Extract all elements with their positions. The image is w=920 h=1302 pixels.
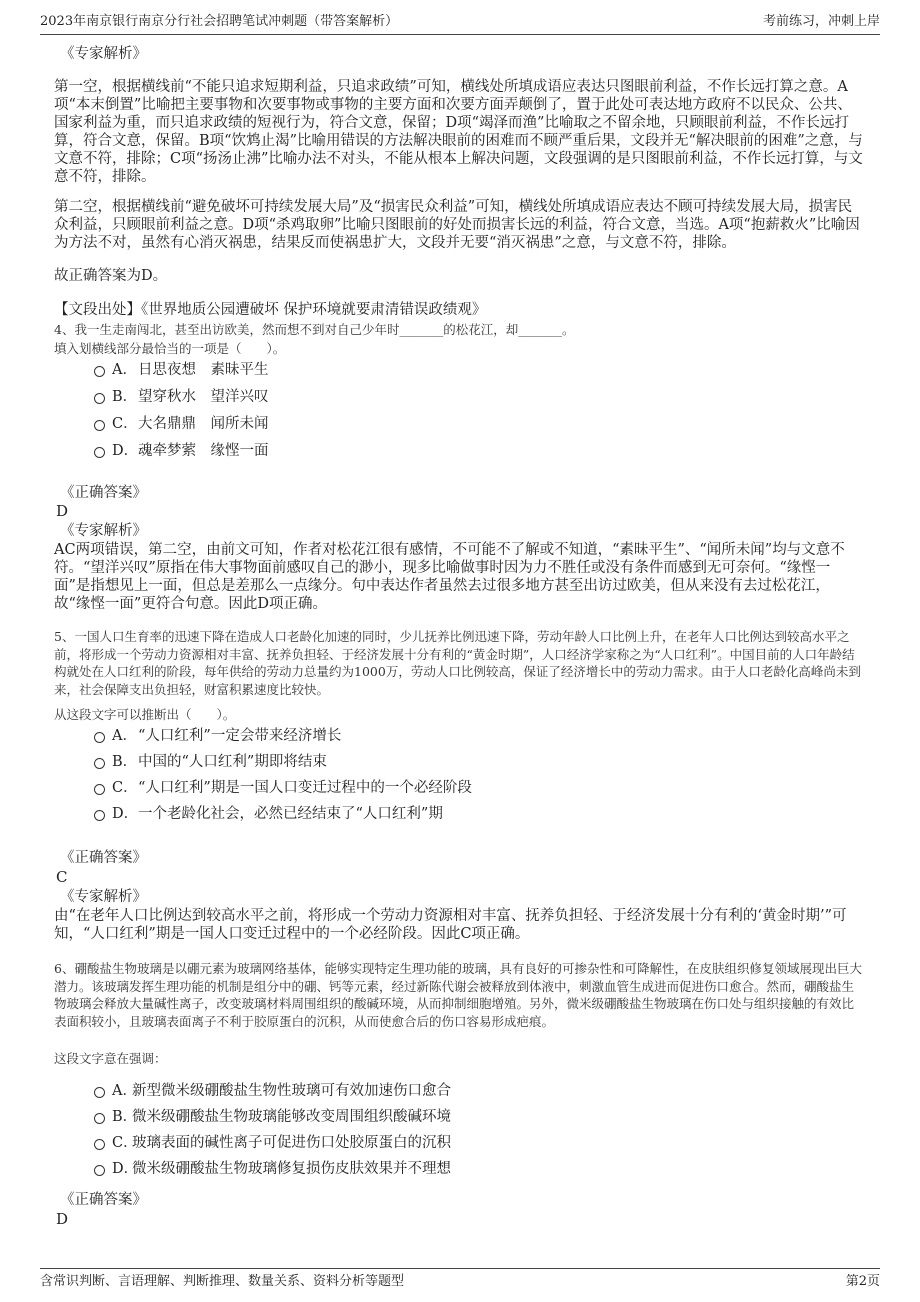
prev-explain-1: 第一空，根据横线前“不能只追求短期利益，只追求政绩”可知，横线处所填成语应表达只图眼前利益，不作长远打算之意。A项“本末倒置”比喻把主要事物和次要事物或事物的主要方面和次要方面弄颠倒了，置于此处可表达地方政府不以民众、公共、国家利益为重，而只追求政绩的短视行为，符合文意，保留；D项“竭泽而渔”比喻取之不留余地，只顾眼前利益，不作长远打算，符合文意，保留。B项“饮鸩止渴”比喻用错误的方法解决眼前的困难而不顾严重后果，文段并无“解决眼前的困难”之意，与文意不符，排除；C项“扬汤止沸”比喻办法不对头，不能从根本上解决问题，文段强调的是只图眼前利益，不作长远打算，与文意不符，排除。 [54,79,863,185]
page-footer [40,1268,880,1293]
q6-option-c[interactable]: C．玻璃表面的碱性离子可促进伤口处胶原蛋白的沉积 [54,1133,866,1159]
prev-answer-line: 故正确答案为D。 [54,268,168,284]
q6-option-d[interactable]: D．微米级硼酸盐生物玻璃修复损伤皮肤效果并不理想 [54,1159,866,1185]
radio-icon[interactable] [94,366,105,377]
q6-correct-label: 《正确答案》 [60,1192,147,1208]
q6-option-b[interactable]: B．微米级硼酸盐生物玻璃能够改变周围组织酸碱环境 [54,1107,866,1133]
q5-explain: 由“在老年人口比例达到较高水平之前，将形成一个劳动力资源相对丰富、抚养负担轻、于经济发展十分有利的‘黄金时期’”可知，“人口红利”期是一国人口变迁过程中的一个必经阶段。因此C项正确。 [54,908,847,942]
q4-text: 4、我一生走南闯北，甚至出访欧美，然而想不到对自己少年时_______的松花江，却_______。 [54,322,575,337]
q5-option-c[interactable]: C．“人口红利”期是一国人口变迁过程中的一个必经阶段 [54,778,866,804]
page-number: 第2页 [845,1274,880,1289]
radio-icon[interactable] [94,1087,105,1098]
radio-icon[interactable] [94,447,105,458]
header-slogan: 考前练习，冲刺上岸 [762,14,880,29]
radio-icon[interactable] [94,1139,105,1150]
q4-option-d[interactable]: D．魂牵梦萦 缘悭一面 [54,441,866,468]
q4-option-b[interactable]: B．望穿秋水 望洋兴叹 [54,387,866,414]
page-header [40,10,880,35]
radio-icon[interactable] [94,758,105,769]
q4-expert-label: 《专家解析》 [60,523,147,539]
source-title: 《世界地质公园遭破坏 保护环境就要肃清错误政绩观》 [141,302,487,318]
q5-expert-label: 《专家解析》 [60,889,147,905]
document-title: 2023年南京银行南京分行社会招聘笔试冲刺题（带答案解析） [40,14,399,29]
q4-option-a[interactable]: A．日思夜想 素昧平生 [54,360,866,387]
q5-correct-label: 《正确答案》 [60,850,147,866]
radio-icon[interactable] [94,1165,105,1176]
q4-correct-label: 《正确答案》 [60,485,147,501]
q5-prompt: 从这段文字可以推断出（ ）。 [54,707,236,722]
q5-option-a[interactable]: A．“人口红利”一定会带来经济增长 [54,726,866,752]
source-line [54,301,866,319]
footer-question-types: 含常识判断、言语理解、判断推理、数量关系、资料分析等题型 [40,1274,405,1289]
radio-icon[interactable] [94,810,105,821]
prev-explain-2: 第二空，根据横线前“避免破坏可持续发展大局”及“损害民众利益”可知，横线处所填成语应表达不顾可持续发展大局，损害民众利益，只顾眼前利益之意。D项“杀鸡取卵”比喻只图眼前的好处而损害长远的利益，符合文意，当选。A项“抱薪救火”比喻因为方法不对，虽然有心消灭祸患，结果反而使祸患扩大，文段并无要“消灭祸患”之意，与文意不符，排除。 [54,199,860,251]
q4-prompt: 填入划横线部分最恰当的一项是（ ）。 [54,341,286,356]
q6-answer: D [56,1210,69,1228]
q5-text: 5、一国人口生育率的迅速下降在造成人口老龄化加速的同时，少儿抚养比例迅速下降，劳动年龄人口比例上升，在老年人口比例达到较高水平之前，将形成一个劳动力资源相对丰富、抚养负担轻、于经济发展十分有利的“黄金时期”，人口经济学家称之为“人口红利”。中国目前的人口年龄结构就处在人口红利的阶段，每年供给的劳动力总量约为1000万，劳动人口比例较高，保证了经济增长中的劳动力需求。由于人口老龄化高峰尚未到来，社会保障支出负担轻，财富积累速度比较快。 [54,629,861,697]
q5-options [54,726,866,830]
q4-option-c[interactable]: C．大名鼎鼎 闻所未闻 [54,414,866,441]
radio-icon[interactable] [94,732,105,743]
radio-icon[interactable] [94,393,105,404]
q5-option-b[interactable]: B．中国的“人口红利”期即将结束 [54,752,866,778]
q4-options [54,360,866,468]
q6-options [54,1081,866,1185]
source-label: 【文段出处】 [54,302,141,318]
q6-option-a[interactable]: A．新型微米级硼酸盐生物性玻璃可有效加速伤口愈合 [54,1081,866,1107]
q5-answer: C [56,868,68,886]
expert-analysis-label: 《专家解析》 [60,46,147,62]
radio-icon[interactable] [94,1113,105,1124]
q6-text: 6、硼酸盐生物玻璃是以硼元素为玻璃网络基体，能够实现特定生理功能的玻璃，具有良好的可掺杂性和可降解性，在皮肤组织修复领域展现出巨大潜力。该玻璃发挥生理功能的机制是组分中的硼、钙等元素，经过新陈代谢会被释放到体液中，刺激血管生成进而促进伤口愈合。然而，硼酸盐生物玻璃会释放大量碱性离子，改变玻璃材料周围组织的酸碱环境，从而抑制细胞增殖。另外，微米级硼酸盐生物玻璃在伤口处与组织接触的有效比表面积较小，且玻璃表面离子不利于胶原蛋白的沉积，从而使愈合后的伤口容易形成疤痕。 [54,961,862,1029]
radio-icon[interactable] [94,784,105,795]
q4-answer: D [56,502,69,520]
radio-icon[interactable] [94,420,105,431]
q4-explain: AC两项错误，第二空，由前文可知，作者对松花江很有感情，不可能不了解或不知道，“素昧平生”、“闻所未闻”均与文意不符。“望洋兴叹”原指在伟大事物面前感叹自己的渺小，现多比喻做事时因为力不胜任或没有条件而感到无可奈何。“缘悭一面”是指想见上一面，但总是差那么一点缘分。句中表达作者虽然去过很多地方甚至出访过欧美，但从来没有去过松花江，故“缘悭一面”更符合句意。因此D项正确。 [54,542,845,612]
q6-prompt: 这段文字意在强调： [54,1051,167,1066]
q5-option-d[interactable]: D．一个老龄化社会，必然已经结束了“人口红利”期 [54,804,866,830]
